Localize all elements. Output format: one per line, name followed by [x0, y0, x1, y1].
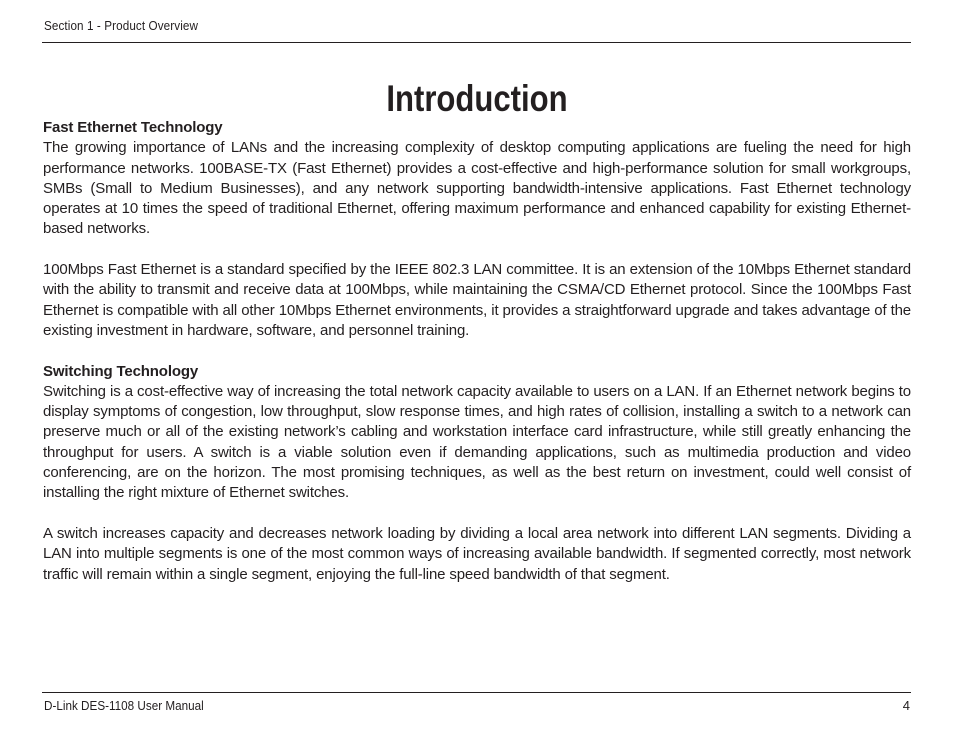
footer-divider: [42, 692, 911, 693]
paragraph-fast-ethernet-standard: 100Mbps Fast Ethernet is a standard specified by the IEEE 802.3 LAN committee. It is an extension of the 10Mbps Ethernet standard with the ability to transmit and receive data at 100Mbps, while maintaining the CSMA/CD Ethernet protocol. Since the 100Mbps Fast Ethernet is compatible with all other 10Mbps Ethernet environments, it provides a straightforward upgrade and takes advantage of the existing investment in hardware, software, and personnel training.: [43, 261, 911, 339]
page-number: 4: [902, 698, 910, 713]
page-title: Introduction: [386, 77, 568, 119]
section-header: Section 1 - Product Overview: [44, 18, 199, 33]
header-divider: [42, 42, 911, 43]
section-heading-switching: Switching Technology: [43, 362, 199, 380]
paragraph-switching-segments: A switch increases capacity and decreases network loading by dividing a local area network into different LAN segments. Dividing a LAN into multiple segments is one of the most common ways of increasing available bandwidth. If segmented correctly, most network traffic will remain within a single segment, enjoying the full-line speed bandwidth of that segment.: [43, 524, 911, 583]
footer-manual-title: D-Link DES-1108 User Manual: [44, 698, 204, 713]
paragraph-fast-ethernet-intro: The growing importance of LANs and the increasing complexity of desktop computing applications are fueling the need for high performance networks. 100BASE-TX (Fast Ethernet) provides a cost-effective and high-performance solution for small workgroups, SMBs (Small to Medium Businesses), and any network supporting bandwidth-intensive applications. Fast Ethernet technology operates at 10 times the speed of traditional Ethernet, offering maximum performance and enhanced capability for existing Ethernet-based networks.: [43, 139, 911, 238]
section-heading-fast-ethernet: Fast Ethernet Technology: [43, 119, 223, 136]
paragraph-switching-intro: Switching is a cost-effective way of increasing the total network capacity available to users on a LAN. If an Ethernet network begins to display symptoms of congestion, low throughput, slow response times, and high rates of collision, installing a switch to a network can preserve much or all of the existing network’s cabling and workstation interface card infrastructure, while still greatly enhancing the throughput for users. A switch is a viable solution even if demanding applications, such as multimedia production and video conferencing, are on the horizon. The most promising techniques, as well as the best return on investment, could well consist of installing the right mixture of Ethernet switches.: [43, 382, 911, 502]
document-body: [43, 118, 911, 605]
